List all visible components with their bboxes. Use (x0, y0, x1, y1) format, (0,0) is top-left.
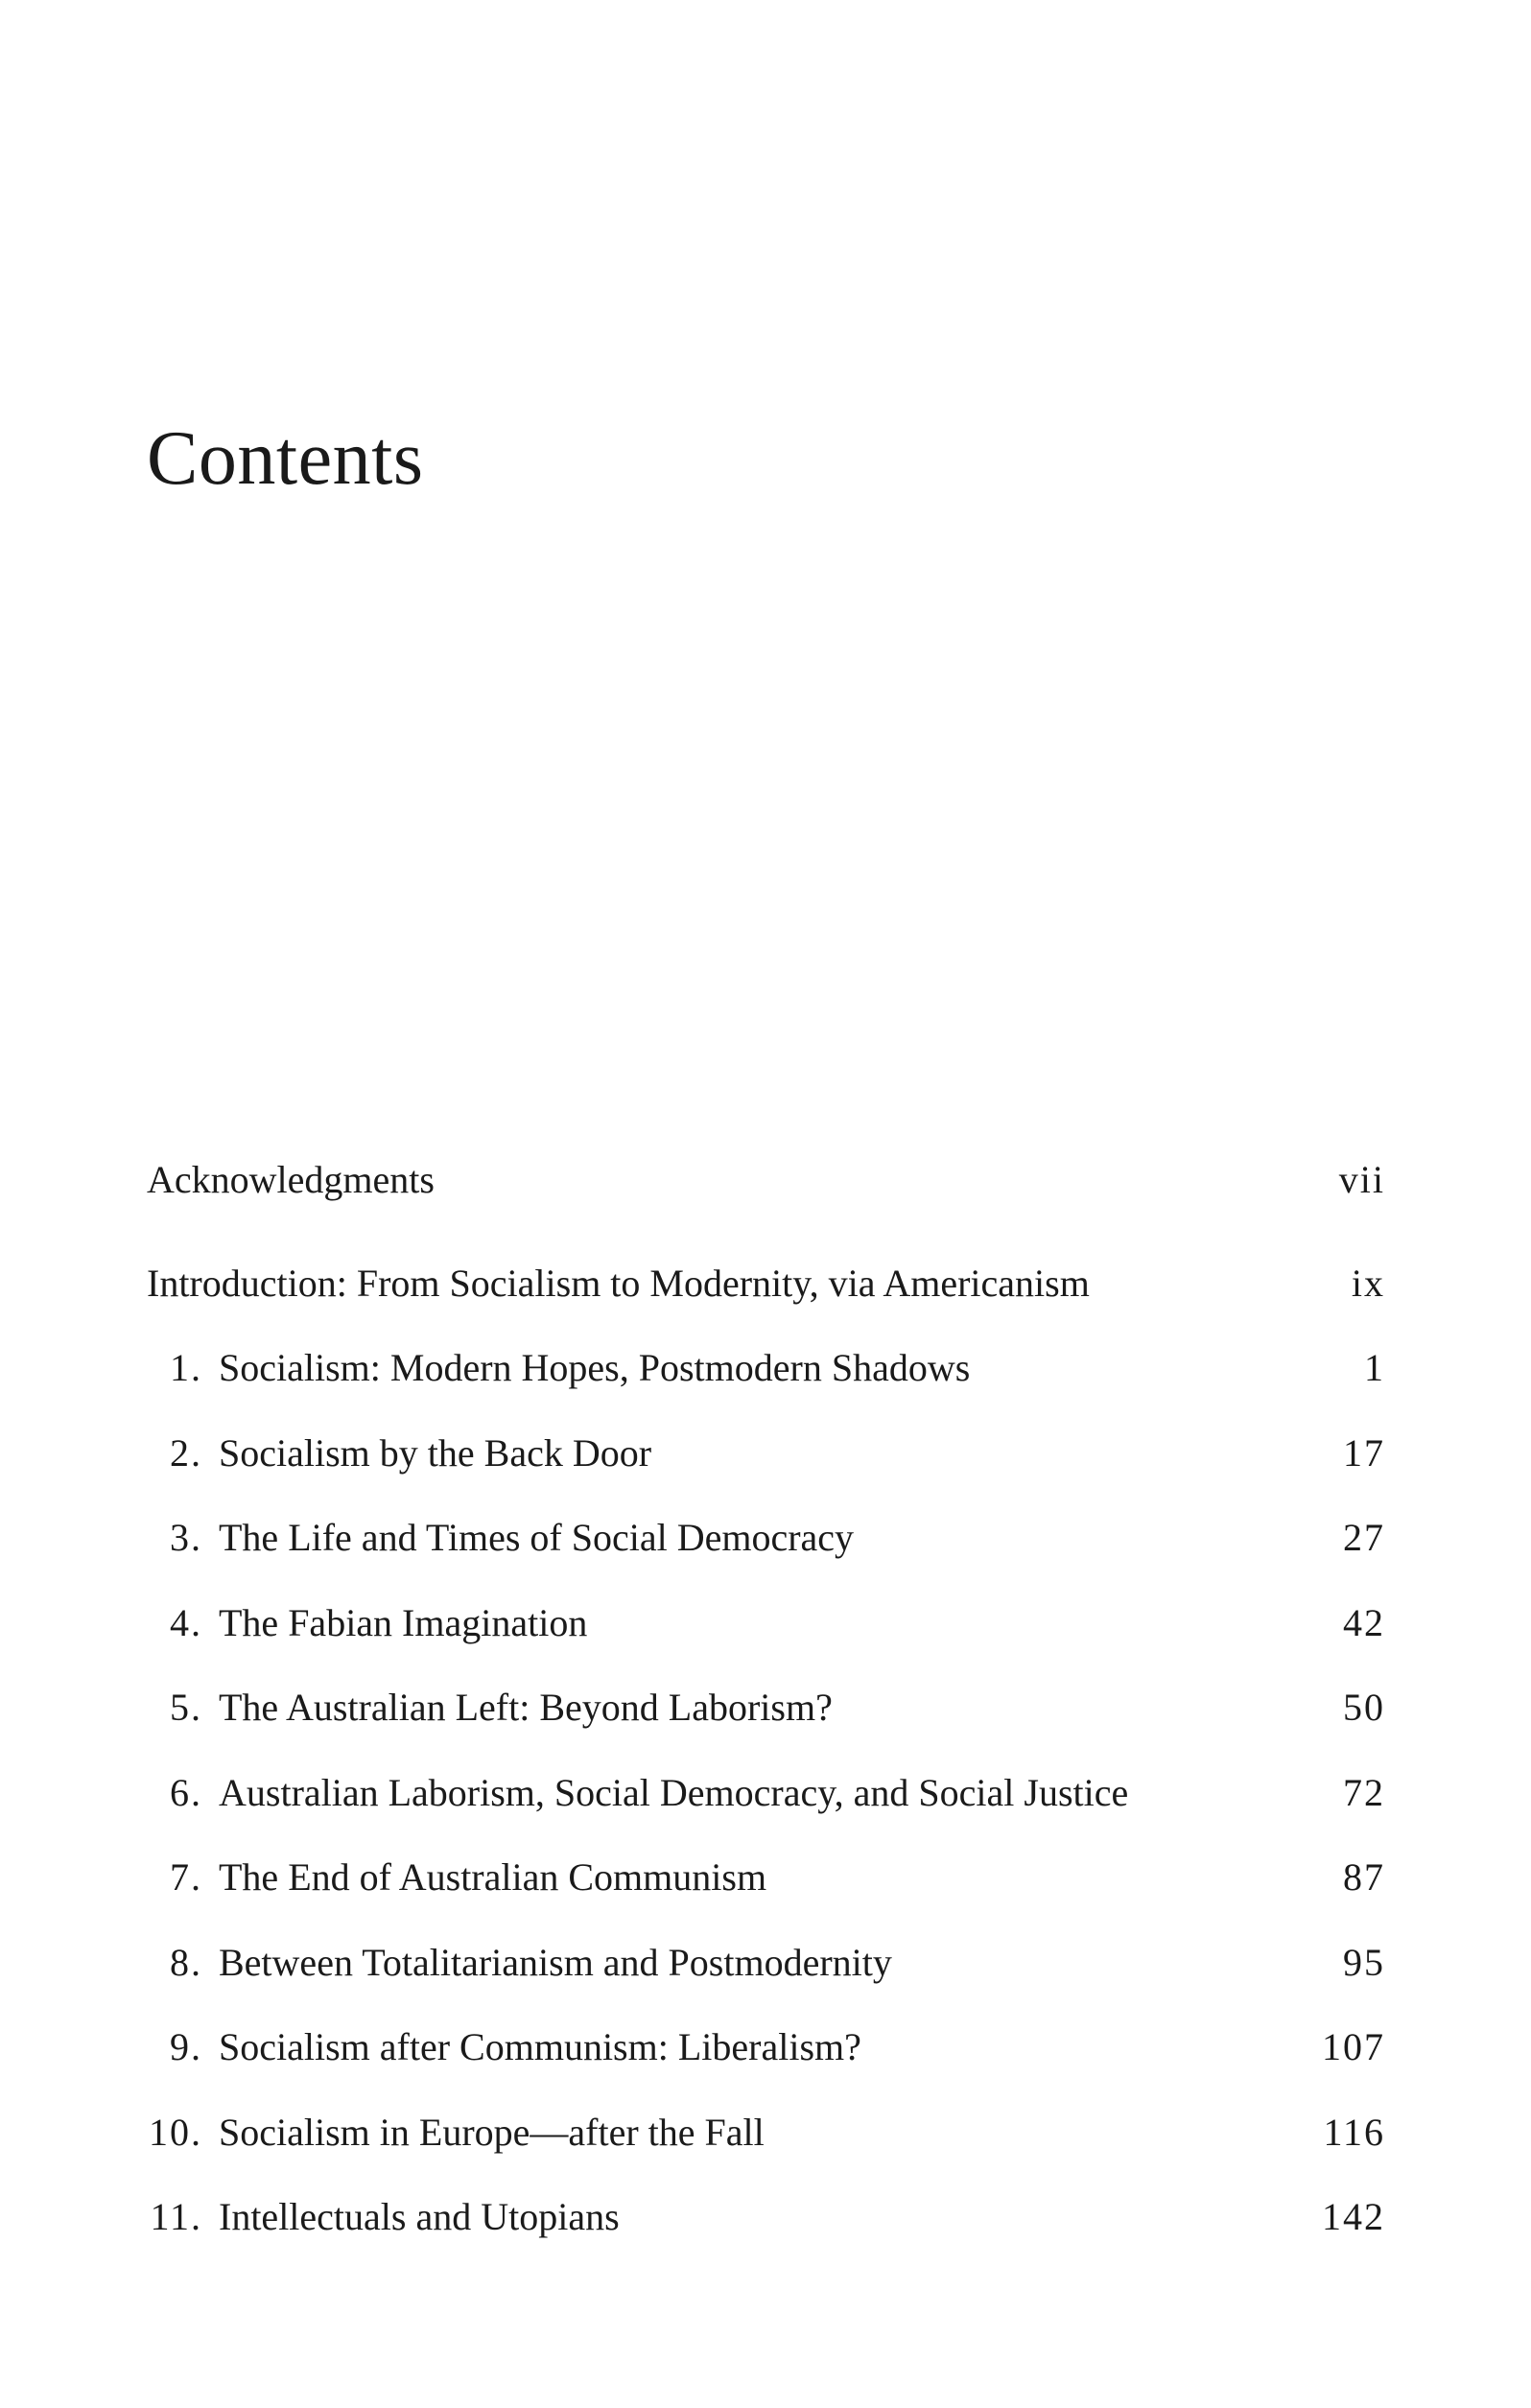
toc-entry-title: Intellectuals and Utopians (219, 2195, 620, 2238)
toc-entry-page: 107 (1322, 2025, 1385, 2068)
toc-entry-chapter-1[interactable] (147, 1339, 1385, 1397)
toc-entry-chapter-3[interactable] (147, 1509, 1385, 1567)
toc-chapter-number: 4. (170, 1601, 202, 1644)
toc-entry-title: The Fabian Imagination (219, 1601, 588, 1644)
toc-chapter-number: 8. (170, 1941, 202, 1984)
toc-entry-title: Introduction: From Socialism to Modernity, via Americanism (147, 1262, 1090, 1305)
toc-entry-acknowledgments[interactable] (147, 1151, 1385, 1209)
toc-entry-page: 27 (1343, 1516, 1385, 1559)
toc-entry-page: 87 (1343, 1855, 1385, 1899)
toc-entry-chapter-7[interactable] (147, 1849, 1385, 1906)
toc-entry-chapter-2[interactable] (147, 1425, 1385, 1482)
toc-entry-title: Socialism by the Back Door (219, 1431, 652, 1475)
toc-entry-introduction[interactable] (147, 1255, 1385, 1312)
toc-entry-page: 142 (1322, 2195, 1385, 2238)
toc-chapter-number: 5. (170, 1686, 202, 1729)
toc-chapter-number: 3. (170, 1516, 202, 1559)
toc-entry-title: Socialism in Europe—after the Fall (219, 2111, 765, 2154)
toc-entry-title: Between Totalitarianism and Postmodernity (219, 1941, 892, 1984)
toc-entry-title: Socialism after Communism: Liberalism? (219, 2025, 861, 2068)
toc-entry-chapter-8[interactable] (147, 1934, 1385, 1992)
toc-entry-page: 116 (1323, 2111, 1385, 2154)
toc-chapter-number: 1. (170, 1346, 202, 1389)
page-title: Contents (147, 416, 424, 501)
toc-entry-page: 50 (1343, 1686, 1385, 1729)
toc-entry-page: ix (1351, 1262, 1385, 1305)
toc-entry-chapter-6[interactable] (147, 1764, 1385, 1822)
toc-entry-chapter-9[interactable] (147, 2018, 1385, 2076)
toc-chapter-number: 11. (150, 2195, 202, 2238)
toc-entry-chapter-10[interactable] (147, 2104, 1385, 2161)
toc-entry-title: The Life and Times of Social Democracy (219, 1516, 855, 1559)
toc-entry-chapter-4[interactable] (147, 1594, 1385, 1652)
toc-chapter-number: 6. (170, 1771, 202, 1814)
toc-entry-title: The Australian Left: Beyond Laborism? (219, 1686, 833, 1729)
toc-entry-page: 1 (1364, 1346, 1385, 1389)
toc-entry-chapter-11[interactable] (147, 2188, 1385, 2246)
toc-entry-title: The End of Australian Communism (219, 1855, 767, 1899)
toc-entry-title: Acknowledgments (147, 1158, 435, 1201)
toc-entry-page: vii (1338, 1158, 1385, 1201)
toc-chapter-number: 9. (170, 2025, 202, 2068)
toc-chapter-number: 2. (170, 1431, 202, 1475)
toc-entry-page: 42 (1343, 1601, 1385, 1644)
toc-entry-page: 72 (1343, 1771, 1385, 1814)
toc-chapter-number: 10. (149, 2111, 202, 2154)
toc-entry-chapter-5[interactable] (147, 1679, 1385, 1736)
toc-entry-title: Australian Laborism, Social Democracy, and Social Justice (219, 1771, 1129, 1814)
toc-entry-page: 95 (1343, 1941, 1385, 1984)
toc-entry-title: Socialism: Modern Hopes, Postmodern Shadows (219, 1346, 971, 1389)
toc-chapter-number: 7. (170, 1855, 202, 1899)
toc-entry-page: 17 (1343, 1431, 1385, 1475)
